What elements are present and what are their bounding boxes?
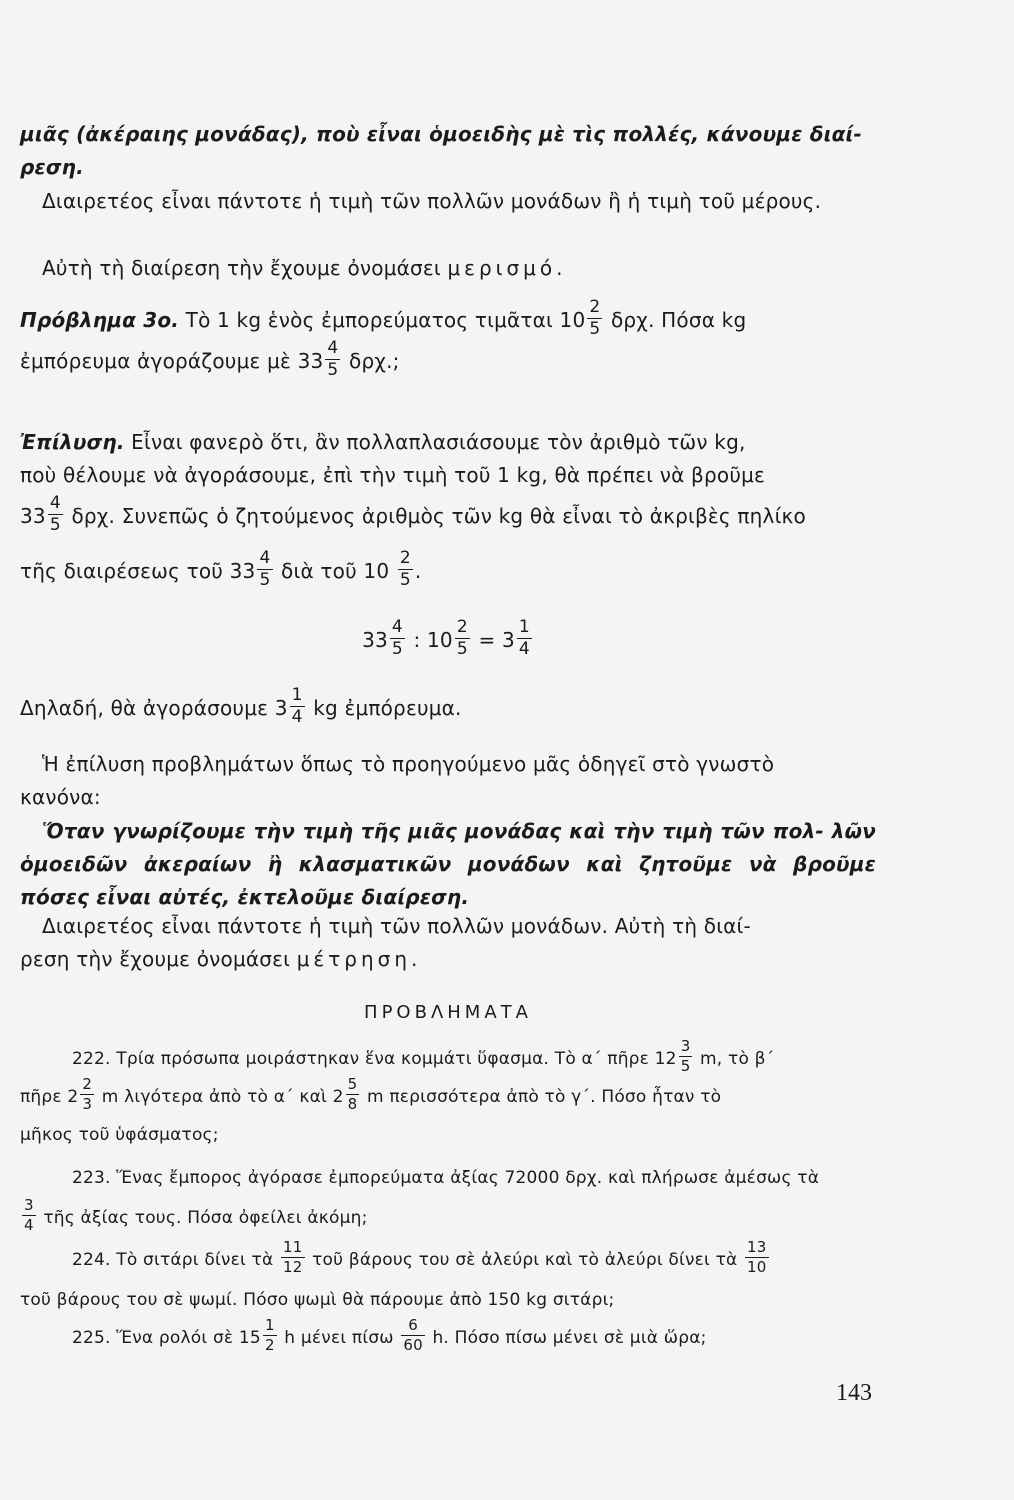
dividend-note: Διαιρετέος εἶναι πάντοτε ἡ τιμὴ τῶν πολλῶν μονάδων ἢ ἡ τιμὴ τοῦ μέρους. [42, 189, 822, 213]
fraction: $\frac{2}{3}$ [82, 1074, 93, 1113]
problem-222: 222. Τρία πρόσωπα μοιράστηκαν ἕνα κομμάτι ὕφασμα. Τὸ α΄ πῆρε 12 $\frac{3}{5}$ m, τὸ β΄ πῆρε 2 $\frac{2}{3}$ m λιγότερα ἀπὸ τὸ α΄ καὶ 2 $\frac{5}{8}$ m περισσότερα ἀπὸ τὸ γ΄. Πόσο ἦταν τὸ μῆκος τοῦ ὑφάσματος; [20, 1036, 775, 1145]
problem-223: 223. Ἕνας ἔμπορος ἀγόρασε ἐμπορεύματα ἀξίας 72000 δρχ. καὶ πλήρωσε ἀμέσως τὰ $\frac{3}{4}$ τῆς ἀξίας τους. Πόσα ὀφείλει ἀκόμη; [24, 1168, 820, 1234]
page-number: 143 [836, 1380, 872, 1406]
fraction: $\frac{2}{5}$ [589, 297, 601, 339]
fraction: $\frac{4}{5}$ [391, 617, 403, 659]
fraction: $\frac{2}{5}$ [399, 548, 411, 590]
solution-label: Ἐπίλυση. [20, 430, 125, 454]
problem-225: 225. Ἕνα ρολόι σὲ 15 $\frac{1}{2}$ h μένει πίσω $\frac{6}{60}$ h. Πόσο πίσω μένει σὲ μιὰ ὥρα; [72, 1315, 707, 1354]
fraction: $\frac{3}{4}$ [24, 1195, 34, 1234]
fraction: $\frac{5}{8}$ [347, 1074, 358, 1113]
section-heading: ΠΡΟΒΛΗΜΑΤΑ [364, 1002, 532, 1023]
rule: Ὅταν γνωρίζουμε τὴν τιμὴ τῆς μιᾶς μονάδας καὶ τὴν τιμὴ τῶν πολ- λῶν ὁμοειδῶν ἀκεραίων ἢ κλασματικῶν μονάδων καὶ ζητοῦμε νὰ βροῦμε πόσες εἶναι αὐτές, ἐκτελοῦμε διαίρεση. [20, 819, 876, 909]
fraction: $\frac{1}{4}$ [291, 685, 303, 727]
fraction: $\frac{4}{5}$ [49, 493, 61, 535]
fraction: $\frac{1}{2}$ [264, 1315, 275, 1354]
rule-lead: Ἡ ἐπίλυση προβλημάτων ὅπως τὸ προηγούμενο μᾶς ὁδηγεῖ στὸ γνωστὸ κανόνα: [20, 752, 775, 809]
intro-line: μιᾶς (ἀκέραιης μονάδας), ποὺ εἶναι ὁμοειδὴς μὲ τὶς πολλές, κάνουμε διαί- ρεση. [20, 122, 863, 179]
solution: Ἐπίλυση. Εἶναι φανερὸ ὅτι, ἂν πολλαπλασιάσουμε τὸν ἀριθμὸ τῶν kg, ποὺ θέλουμε νὰ ἀγοράσουμε, ἐπὶ τὴν τιμὴ τοῦ 1 kg, θὰ πρέπει νὰ βροῦμε 33 $\frac{4}{5}$ δρχ. Συνεπῶς ὁ ζητούμενος ἀριθμὸς τῶν kg θὰ εἶναι τὸ ἀκριβὲς πηλίκο τῆς διαιρέσεως τοῦ 33 $\frac{4}{5}$ διὰ τοῦ 10 $\frac{2}{5}$ . [20, 430, 806, 590]
fraction: $\frac{3}{5}$ [680, 1036, 691, 1075]
fraction: $\frac{4}{5}$ [259, 548, 271, 590]
fraction: $\frac{11}{12}$ [283, 1237, 303, 1276]
measurement-note: Διαιρετέος εἶναι πάντοτε ἡ τιμὴ τῶν πολλῶν μονάδων. Αὐτὴ τὴ διαί- ρεση τὴν ἔχουμε ὀνομάσει μέτρηση. [20, 914, 751, 971]
division-name-line: Αὐτὴ τὴ διαίρεση τὴν ἔχουμε ὀνομάσει μερισμό. [42, 256, 563, 280]
fraction: $\frac{1}{4}$ [518, 617, 530, 659]
equation: 33 $\frac{4}{5}$ : 10 $\frac{2}{5}$ = 3 $\frac{1}{4}$ [362, 617, 530, 659]
fraction: $\frac{2}{5}$ [456, 617, 468, 659]
fraction: $\frac{13}{10}$ [747, 1237, 767, 1276]
fraction: $\frac{6}{60}$ [403, 1315, 423, 1354]
problem-224: 224. Τὸ σιτάρι δίνει τὰ $\frac{11}{12}$ τοῦ βάρους του σὲ ἀλεύρι καὶ τὸ ἀλεύρι δίνει τὰ $\frac{13}{10}$ τοῦ βάρους του σὲ ψωμί. Πόσο ψωμὶ θὰ πάρουμε ἀπὸ 150 kg σιτάρι; [20, 1237, 767, 1310]
problem-3-label: Πρόβλημα 3ο. [20, 308, 180, 332]
result-line: Δηλαδή, θὰ ἀγοράσουμε 3 $\frac{1}{4}$ kg ἐμπόρευμα. [20, 685, 462, 727]
fraction: $\frac{4}{5}$ [327, 338, 339, 380]
problem-3: Πρόβλημα 3ο. Τὸ 1 kg ἑνὸς ἐμπορεύματος τιμᾶται 10 $\frac{2}{5}$ δρχ. Πόσα kg ἐμπόρευμα ἀγοράζουμε μὲ 33 $\frac{4}{5}$ δρχ.; [20, 297, 747, 380]
